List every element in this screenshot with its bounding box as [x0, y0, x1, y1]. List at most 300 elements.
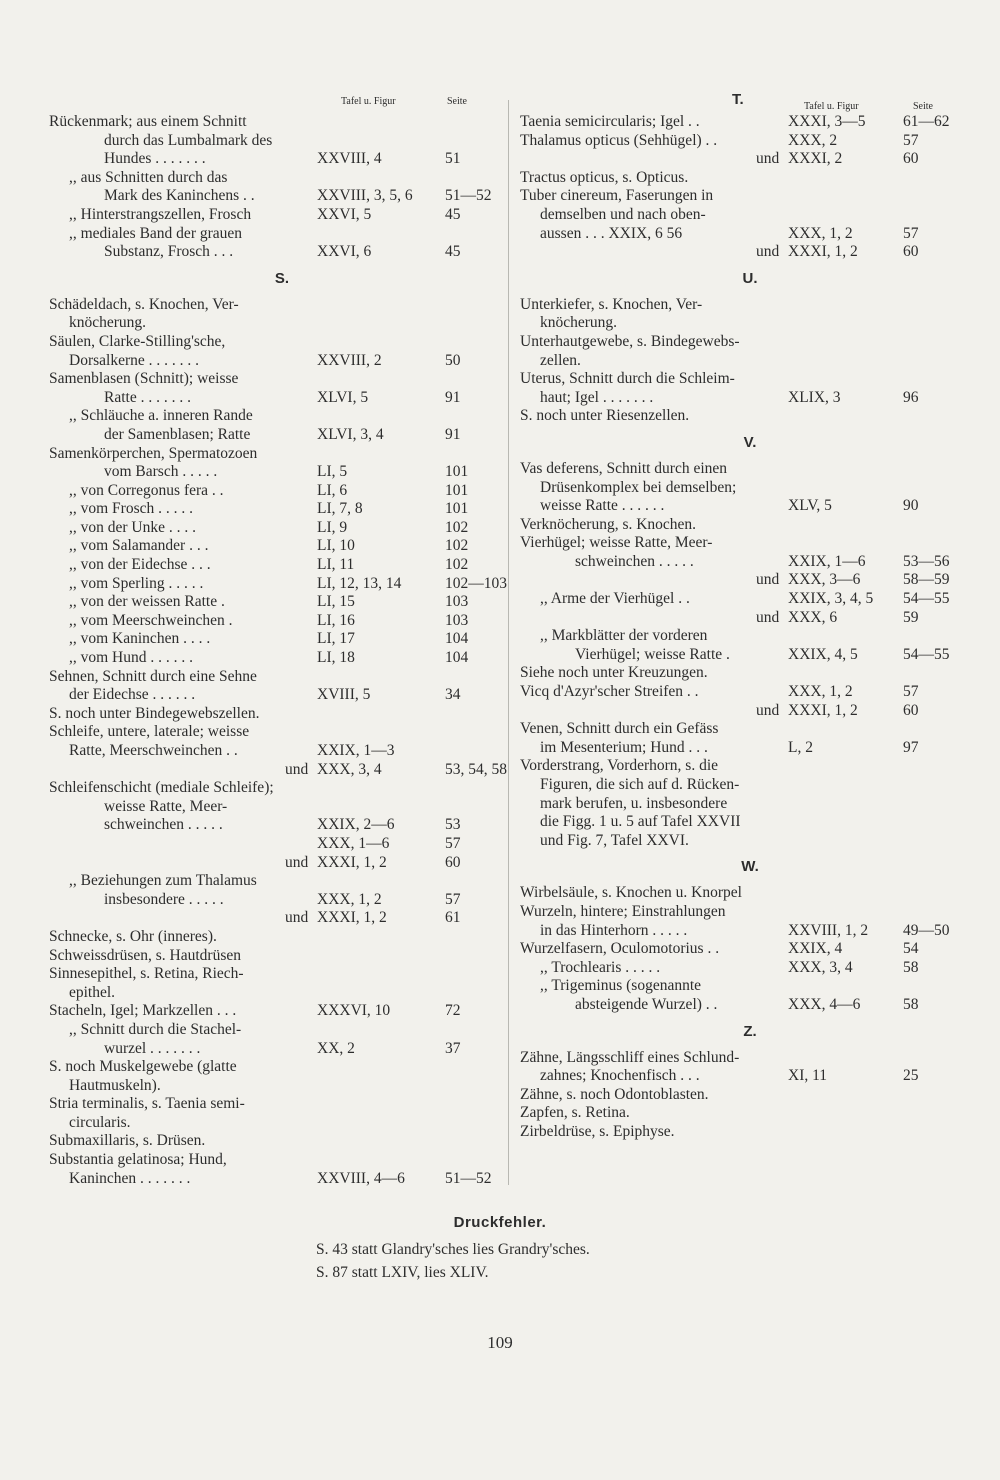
section-letter-t: T. — [732, 91, 744, 108]
entry-text: ,, vom Frosch . . . . . — [69, 500, 193, 518]
section-letter-s: S. — [274, 269, 290, 287]
entry-tafel-figur: XXIX, 2—6 — [317, 816, 395, 834]
index-entry — [520, 314, 960, 333]
entry-text: Tuber cinereum, Faserungen in — [520, 187, 714, 205]
entry-text: schweinchen . . . . . — [104, 816, 223, 834]
entry-tafel-figur: XXX, 3—6 — [788, 571, 861, 589]
index-entry — [49, 984, 495, 1003]
entry-tafel-figur: XXVI, 6 — [317, 243, 372, 261]
entry-tafel-figur: XXVIII, 2 — [317, 351, 382, 369]
index-entry — [520, 534, 960, 553]
entry-tafel-figur: XXIX, 1—3 — [317, 742, 395, 759]
entry-text: schweinchen . . . . . — [575, 552, 694, 570]
index-entry — [49, 854, 495, 873]
entry-tafel-figur: XXX, 3, 4 — [788, 958, 853, 976]
index-entry — [49, 132, 495, 151]
index-entry — [520, 1123, 960, 1142]
entry-seite: 102 — [445, 537, 469, 555]
index-entry — [520, 813, 960, 832]
entry-seite: 57 — [903, 683, 919, 701]
index-entry — [49, 206, 495, 225]
index-entry — [49, 1114, 495, 1133]
index-entry — [520, 1104, 960, 1123]
index-entry — [49, 500, 495, 519]
entry-tafel-figur: XXX, 3, 4 — [317, 760, 382, 778]
entry-tafel-figur: LI, 16 — [317, 611, 355, 629]
section-letter-w: W. — [741, 858, 759, 876]
index-entry — [520, 352, 960, 371]
index-entry — [520, 1067, 960, 1086]
index-entry — [49, 574, 507, 594]
entry-seite: 60 — [445, 853, 461, 871]
header-tafel-figur: Tafel u. Figur — [804, 101, 859, 112]
entry-seite: 97 — [903, 738, 919, 756]
entry-seite: 91 — [445, 425, 461, 443]
entry-text: ,, von der weissen Ratte . — [69, 593, 225, 611]
index-entry — [49, 1095, 495, 1114]
index-entry — [520, 333, 960, 352]
index-entry — [49, 1058, 495, 1077]
entry-tafel-figur: XXX, 4—6 — [788, 995, 861, 1013]
entry-text: ,, vom Hund . . . . . . — [69, 649, 193, 667]
entry-text: Tractus opticus, s. Opticus. — [520, 168, 689, 186]
entry-tafel-figur: XXXVI, 10 — [317, 1002, 391, 1020]
entry-seite: 61—62 — [903, 113, 950, 130]
index-entry — [520, 757, 960, 776]
entry-seite: 60 — [903, 701, 919, 719]
entry-seite: 58 — [903, 958, 919, 976]
entry-text: Taenia semicircularis; Igel . . — [520, 113, 700, 130]
entry-seite: 53—56 — [903, 552, 950, 570]
index-entry — [49, 389, 495, 408]
entry-text: knöcherung. — [69, 314, 147, 332]
entry-seite: 96 — [903, 388, 919, 406]
entry-text: mark berufen, u. insbesondere — [540, 794, 728, 812]
entry-seite: 103 — [445, 611, 469, 629]
entry-text: und Fig. 7, Tafel XXVI. — [540, 831, 689, 849]
column-divider — [508, 100, 509, 1185]
entry-text: Wurzelfasern, Oculomotorius . . — [520, 940, 720, 958]
entry-text: Zähne, Längsschliff eines Schlund- — [520, 1048, 740, 1066]
index-entry — [49, 150, 495, 169]
entries-r — [49, 113, 495, 262]
entry-seite: 57 — [903, 224, 919, 242]
page-number: 109 — [487, 1333, 513, 1352]
section-letter-u: U. — [742, 269, 758, 287]
index-entry — [520, 497, 960, 516]
errata-title: Druckfehler. — [453, 1214, 547, 1231]
index-entry — [520, 370, 960, 389]
entry-text: vom Barsch . . . . . — [104, 463, 218, 481]
header-seite: Seite — [913, 101, 933, 112]
entry-seite: 25 — [903, 1067, 919, 1085]
index-entry — [49, 519, 495, 538]
index-entry — [49, 705, 495, 724]
entry-text: ,, von der Eidechse . . . — [69, 556, 211, 574]
index-entry — [520, 389, 960, 408]
entry-tafel-figur: XXXI, 1, 2 — [317, 909, 387, 927]
entry-text: Wirbelsäule, s. Knochen u. Knorpel — [520, 884, 742, 902]
index-entry — [49, 113, 495, 132]
entry-text: wurzel . . . . . . . — [104, 1039, 201, 1057]
entry-seite: 57 — [903, 131, 919, 149]
entry-text: Hundes . . . . . . . — [104, 150, 206, 168]
index-entry — [520, 1049, 960, 1068]
entry-tafel-figur: XXVIII, 3, 5, 6 — [317, 187, 413, 205]
entry-text: Submaxillaris, s. Drüsen. — [49, 1132, 206, 1150]
index-entry — [49, 668, 495, 687]
index-entry — [520, 243, 960, 262]
entry-text: Stria terminalis, s. Taenia semi- — [49, 1095, 245, 1113]
entries-z — [520, 1049, 960, 1142]
entry-text: Substantia gelatinosa; Hund, — [49, 1151, 227, 1169]
index-entry — [520, 977, 960, 996]
entry-text: durch das Lumbalmark des — [104, 131, 273, 149]
entry-text: aussen . . . XXIX, 6 56 — [540, 224, 683, 242]
entry-text: und — [756, 608, 780, 626]
header-seite: Seite — [447, 96, 467, 107]
entry-tafel-figur: LI, 7, 8 — [317, 500, 363, 518]
index-entry — [49, 891, 495, 910]
entry-text: der Samenblasen; Ratte — [104, 425, 251, 443]
index-entry — [49, 225, 495, 244]
entries-t — [520, 113, 960, 262]
entry-text: ,, vom Meerschweinchen . — [69, 611, 233, 629]
entry-seite: 58—59 — [903, 571, 950, 589]
entry-text: Säulen, Clarke-Stilling'sche, — [49, 332, 226, 350]
entry-text: Vicq d'Azyr'scher Streifen . . — [520, 683, 699, 701]
index-entry — [520, 702, 960, 721]
index-entry — [520, 940, 960, 959]
entry-text: und — [285, 760, 309, 778]
entry-text: Vas deferens, Schnitt durch einen — [520, 459, 728, 477]
index-entry — [49, 1170, 495, 1189]
entry-text: demselben und nach oben- — [540, 205, 706, 223]
index-entry — [49, 1002, 495, 1021]
entry-text: Drüsenkomplex bei demselben; — [540, 478, 737, 496]
entry-tafel-figur: XXVIII, 4—6 — [317, 1169, 405, 1187]
entries-u — [520, 296, 960, 426]
entry-seite: 54—55 — [903, 645, 950, 663]
left-column — [49, 92, 507, 1188]
section-letter-v: V. — [743, 433, 757, 451]
index-entry — [49, 909, 495, 928]
index-entry — [49, 243, 495, 262]
index-entry — [49, 1021, 495, 1040]
index-entry — [520, 795, 960, 814]
entry-text: Uterus, Schnitt durch die Schleim- — [520, 370, 735, 388]
entry-text: der Eidechse . . . . . . — [69, 686, 196, 704]
entry-tafel-figur: XLVI, 3, 4 — [317, 425, 384, 443]
entry-text: ,, Schläuche a. inneren Rande — [69, 407, 253, 425]
entry-text: Zähne, s. noch Odontoblasten. — [520, 1085, 709, 1103]
index-entry — [49, 965, 495, 984]
index-entry — [49, 798, 495, 817]
entry-seite: 101 — [445, 500, 469, 518]
entry-tafel-figur: XXX, 1, 2 — [788, 683, 853, 701]
entry-seite: 61 — [445, 909, 461, 927]
entry-seite: 51—52 — [445, 1169, 492, 1187]
entry-tafel-figur: LI, 9 — [317, 518, 348, 536]
entries-w — [520, 884, 960, 1014]
entry-seite: 101 — [445, 481, 469, 499]
index-entry — [49, 370, 495, 389]
index-entry — [520, 959, 960, 978]
index-entry — [520, 609, 960, 628]
entry-seite: 101 — [445, 463, 469, 481]
index-entry — [520, 150, 960, 169]
entry-text: Schleife, untere, laterale; weisse — [49, 723, 250, 741]
entry-seite: 57 — [445, 834, 461, 852]
index-entry — [520, 206, 960, 225]
entry-tafel-figur: XXXI, 1, 2 — [317, 853, 387, 871]
index-entry — [49, 333, 495, 352]
entry-text: Vorderstrang, Vorderhorn, s. die — [520, 757, 719, 775]
entry-text: Zirbeldrüse, s. Epiphyse. — [520, 1122, 675, 1140]
index-entry — [49, 556, 495, 575]
entry-tafel-figur: XX, 2 — [317, 1039, 355, 1057]
entry-text: epithel. — [69, 983, 116, 1001]
entry-tafel-figur: XXIX, 4 — [788, 940, 843, 958]
entry-text: und — [285, 853, 309, 871]
entry-seite: 53 — [445, 816, 461, 834]
entry-text: S. noch Muskelgewebe (glatte — [49, 1058, 237, 1076]
entries-v — [520, 460, 960, 850]
entry-seite: 53, 54, 58 — [445, 760, 507, 778]
entry-text: ,, von Corregonus fera . . — [69, 481, 224, 499]
entry-text: haut; Igel . . . . . . . — [540, 388, 654, 406]
index-entry — [49, 649, 495, 668]
index-entry — [520, 407, 960, 426]
index-entry — [49, 1077, 495, 1096]
entry-text: Mark des Kaninchens . . — [104, 187, 255, 205]
entry-tafel-figur: XLV, 5 — [788, 497, 832, 515]
index-entry — [520, 571, 960, 590]
entry-tafel-figur: LI, 5 — [317, 463, 348, 481]
index-entry — [49, 928, 495, 947]
index-entry — [49, 407, 495, 426]
entry-text: Sinnesepithel, s. Retina, Riech- — [49, 965, 244, 983]
entry-seite: 90 — [903, 497, 919, 515]
entry-text: weisse Ratte . . . . . . — [540, 497, 665, 515]
entry-text: Thalamus opticus (Sehhügel) . . — [520, 131, 718, 149]
entry-text: Stacheln, Igel; Markzellen . . . — [49, 1002, 237, 1020]
index-entry — [49, 537, 495, 556]
index-entry — [520, 132, 960, 151]
entry-tafel-figur: XVIII, 5 — [317, 686, 371, 704]
entry-text: Rückenmark; aus einem Schnitt — [49, 113, 247, 130]
entry-tafel-figur: LI, 12, 13, 14 — [317, 574, 402, 592]
entry-text: absteigende Wurzel) . . — [575, 995, 718, 1013]
entry-text: Vierhügel; weisse Ratte . — [575, 645, 730, 663]
entry-text: und — [756, 150, 780, 168]
entry-text: Ratte, Meerschweinchen . . — [69, 742, 238, 759]
entry-text: Schweissdrüsen, s. Hautdrüsen — [49, 946, 242, 964]
left-column-header — [49, 92, 495, 113]
entry-text: ,, vom Kaninchen . . . . — [69, 630, 211, 648]
index-entry — [520, 553, 960, 572]
header-tafel-figur: Tafel u. Figur — [341, 96, 396, 107]
entry-text: Vierhügel; weisse Ratte, Meer- — [520, 534, 713, 552]
entry-text: Unterhautgewebe, s. Bindegewebs- — [520, 332, 740, 350]
entry-text: knöcherung. — [540, 314, 618, 332]
entry-seite: 91 — [445, 388, 461, 406]
index-entry — [49, 686, 495, 705]
index-entry — [49, 779, 495, 798]
index-entry — [520, 832, 960, 851]
entry-text: ,, Schnitt durch die Stachel- — [69, 1020, 242, 1038]
index-entry — [49, 1132, 495, 1151]
index-entry — [49, 1040, 495, 1059]
index-entry — [520, 646, 960, 665]
entry-tafel-figur: XXIX, 3, 4, 5 — [788, 590, 874, 608]
index-entry — [49, 169, 495, 188]
entry-text: Kaninchen . . . . . . . — [69, 1169, 191, 1187]
entry-seite: 102—103 — [445, 574, 507, 592]
entry-text: weisse Ratte, Meer- — [104, 797, 228, 815]
entry-seite: 45 — [445, 205, 461, 223]
entry-text: zellen. — [540, 351, 581, 369]
entry-text: ,, mediales Band der grauen — [69, 224, 243, 242]
index-entry — [520, 113, 960, 132]
index-entry — [49, 723, 495, 742]
index-entry — [49, 872, 495, 891]
entry-text: Figuren, die sich auf d. Rücken- — [540, 776, 740, 793]
entry-text: die Figg. 1 u. 5 auf Tafel XXVII — [540, 813, 741, 831]
section-letter-z: Z. — [743, 1022, 757, 1040]
errata-line: S. 43 statt Glandry'sches lies Grandry'sches. — [316, 1241, 590, 1258]
entry-seite: 37 — [445, 1039, 461, 1057]
entry-tafel-figur: XXX, 2 — [788, 131, 838, 149]
index-entry — [520, 187, 960, 206]
entry-seite: 102 — [445, 518, 469, 536]
index-entry — [520, 996, 960, 1015]
entry-text: Zapfen, s. Retina. — [520, 1104, 630, 1122]
index-entry — [520, 460, 960, 479]
entry-tafel-figur: XXVI, 5 — [317, 205, 372, 223]
entry-text: ,, vom Sperling . . . . . — [69, 574, 204, 592]
entry-seite: 60 — [903, 150, 919, 168]
index-entry — [49, 314, 495, 333]
entry-seite: 57 — [445, 890, 461, 908]
entry-seite: 104 — [445, 630, 469, 648]
index-entry — [520, 683, 960, 702]
entry-tafel-figur: XXVIII, 1, 2 — [788, 921, 869, 939]
entry-tafel-figur: XXXI, 1, 2 — [788, 243, 858, 261]
index-entry — [49, 463, 495, 482]
entry-tafel-figur: LI, 6 — [317, 481, 348, 499]
entry-text: Unterkiefer, s. Knochen, Ver- — [520, 295, 703, 313]
entry-text: ,, vom Salamander . . . — [69, 537, 209, 555]
entry-tafel-figur: XXIX, 4, 5 — [788, 645, 858, 663]
entry-seite: 51 — [445, 150, 461, 168]
entry-tafel-figur: XLVI, 5 — [317, 388, 369, 406]
entry-text: Siehe noch unter Kreuzungen. — [520, 664, 708, 682]
index-entry — [49, 630, 495, 649]
index-entry — [49, 352, 495, 371]
index-entry — [520, 664, 960, 683]
entry-seite: 45 — [445, 243, 461, 261]
entry-text: ,, aus Schnitten durch das — [69, 168, 228, 186]
entry-tafel-figur: XLIX, 3 — [788, 388, 841, 406]
entry-text: ,, Beziehungen zum Thalamus — [69, 872, 257, 890]
entry-tafel-figur: XXX, 1—6 — [317, 834, 390, 852]
index-entry — [520, 922, 960, 941]
entry-seite: 54—55 — [903, 590, 950, 608]
entry-text: ,, Arme der Vierhügel . . — [540, 590, 690, 608]
index-entry — [49, 760, 507, 780]
index-entry — [520, 776, 960, 795]
errata-line: S. 87 statt LXIV, lies XLIV. — [316, 1264, 489, 1281]
entries-s — [49, 295, 507, 1189]
entry-tafel-figur: XI, 11 — [788, 1067, 828, 1085]
entry-text: insbesondere . . . . . — [104, 890, 224, 908]
entry-text: Samenkörperchen, Spermatozoen — [49, 444, 258, 462]
entry-tafel-figur: XXX, 1, 2 — [788, 224, 853, 242]
entry-text: Schnecke, s. Ohr (inneres). — [49, 927, 217, 945]
index-entry — [49, 1151, 495, 1170]
entry-text: Dorsalkerne . . . . . . . — [69, 351, 199, 369]
entry-seite: 49—50 — [903, 921, 950, 939]
entry-seite: 103 — [445, 593, 469, 611]
entry-text: und — [756, 571, 780, 589]
entry-seite: 58 — [903, 995, 919, 1013]
index-entry — [49, 187, 495, 206]
entry-tafel-figur: XXIX, 1—6 — [788, 552, 866, 570]
index-entry — [49, 593, 495, 612]
entry-text: Schleifenschicht (mediale Schleife); — [49, 779, 274, 797]
index-entry — [520, 225, 960, 244]
index-entry — [520, 516, 960, 535]
index-entry — [520, 884, 960, 903]
entry-text: ,, Trochlearis . . . . . — [540, 958, 661, 976]
entry-text: Venen, Schnitt durch ein Gefäss — [520, 720, 719, 738]
entry-tafel-figur: XXXI, 2 — [788, 150, 843, 168]
index-entry — [520, 627, 960, 646]
entry-text: in das Hinterhorn . . . . . — [540, 921, 688, 939]
entry-text: Schädeldach, s. Knochen, Ver- — [49, 295, 239, 313]
entry-tafel-figur: LI, 17 — [317, 630, 355, 648]
entry-tafel-figur: XXVIII, 4 — [317, 150, 382, 168]
entry-seite: 51—52 — [445, 187, 492, 205]
entry-text: und — [285, 909, 309, 927]
entry-tafel-figur: LI, 18 — [317, 649, 355, 667]
index-entry — [520, 479, 960, 498]
entry-tafel-figur: LI, 10 — [317, 537, 355, 555]
entry-text: Verknöcherung, s. Knochen. — [520, 515, 697, 533]
entry-seite: 102 — [445, 556, 469, 574]
entry-text: S. noch unter Riesenzellen. — [520, 407, 690, 425]
index-entry — [49, 482, 495, 501]
index-entry — [520, 590, 960, 609]
entry-seite: 34 — [445, 686, 461, 704]
index-entry — [520, 169, 960, 188]
entry-tafel-figur: XXXI, 1, 2 — [788, 701, 858, 719]
index-entry — [49, 947, 495, 966]
entry-tafel-figur: LI, 11 — [317, 556, 355, 574]
entry-text: Sehnen, Schnitt durch eine Sehne — [49, 667, 257, 685]
entry-seite: 72 — [445, 1002, 461, 1020]
entry-text: Wurzeln, hintere; Einstrahlungen — [520, 902, 726, 920]
index-entry — [49, 816, 495, 835]
right-column — [520, 92, 960, 1142]
entry-text: Hautmuskeln). — [69, 1076, 161, 1094]
entry-text: Samenblasen (Schnitt); weisse — [49, 370, 239, 388]
entry-text: zahnes; Knochenfisch . . . — [540, 1067, 700, 1085]
right-column-header — [520, 92, 960, 113]
index-entry — [520, 720, 960, 739]
entry-text: Ratte . . . . . . . — [104, 388, 191, 406]
